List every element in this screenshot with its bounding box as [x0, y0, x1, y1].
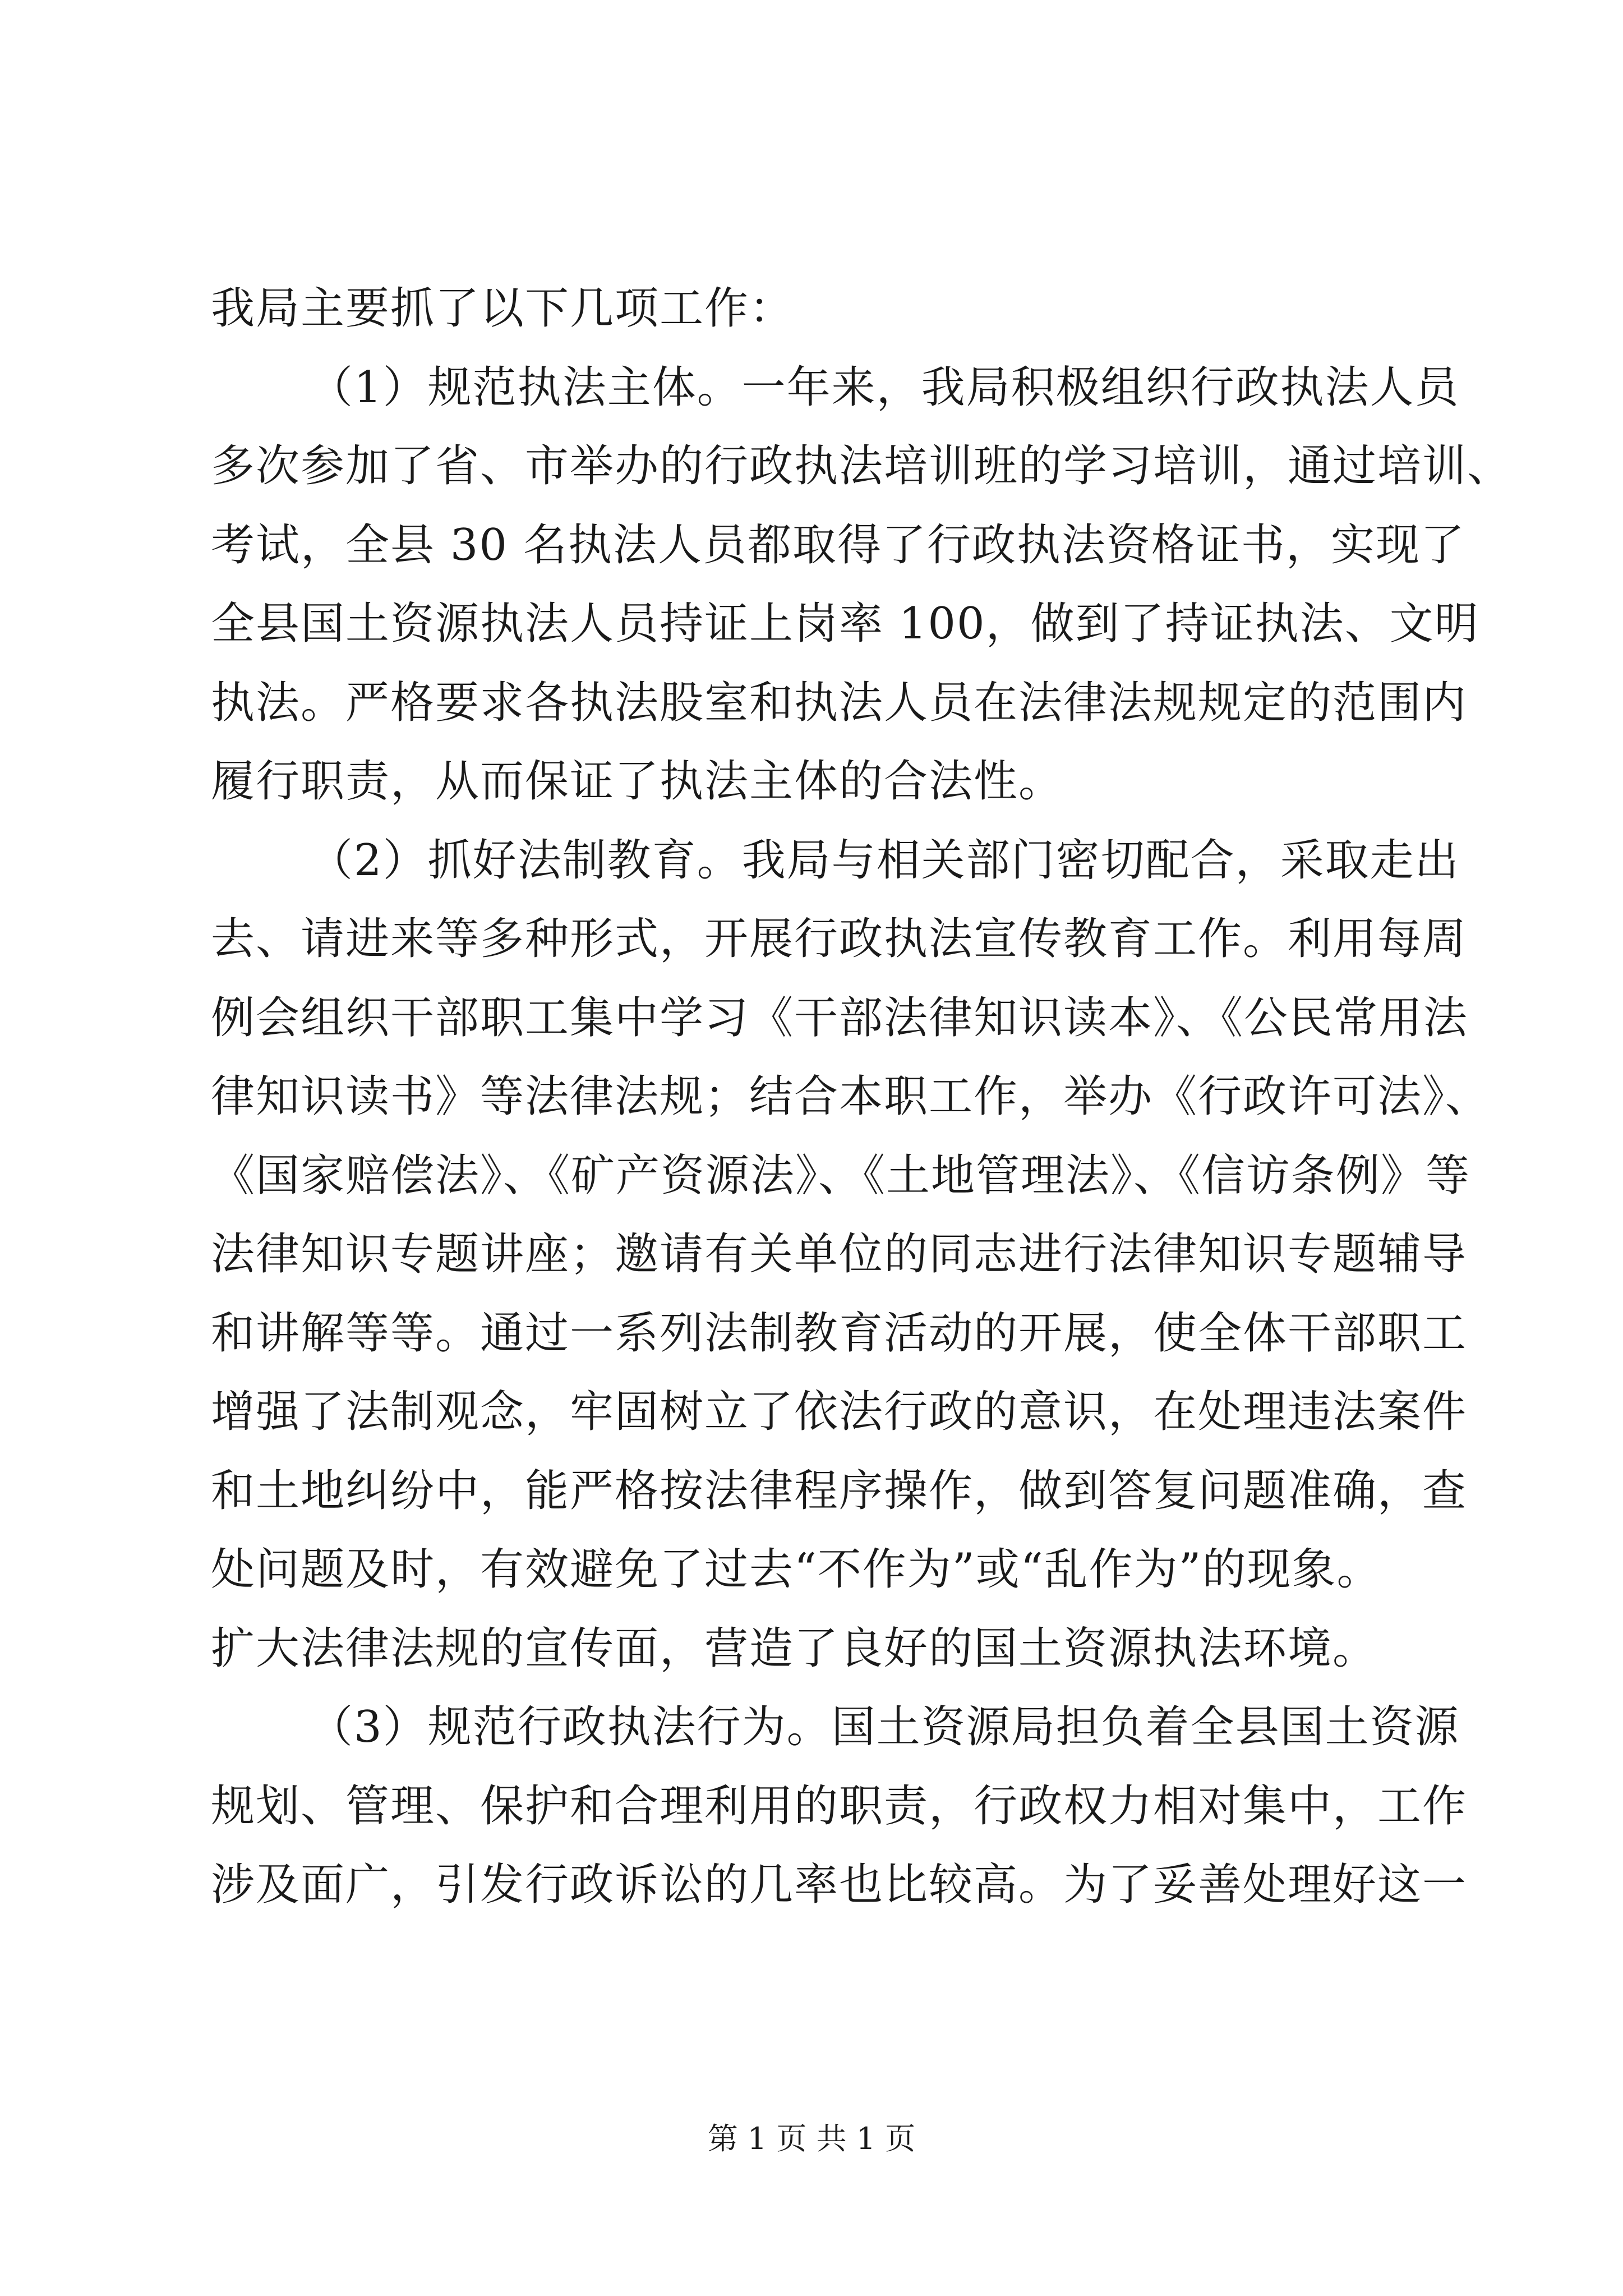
document-body	[211, 269, 1513, 1925]
page-number-label: 第 1 页 共 1 页	[707, 2121, 916, 2156]
text-line-16: 和土地纠纷中，能严格按法律程序操作，做到答复问题准确，查	[211, 1465, 1468, 1516]
text-line-12: 《国家赔偿法》、《矿产资源法》、《土地管理法》、《信访条例》等	[211, 1150, 1471, 1201]
text-line-20: 规划、管理、保护和合理利用的职责，行政权力相对集中，工作	[211, 1780, 1468, 1832]
text-line-18: 扩大法律法规的宣传面，营造了良好的国土资源执法环境。	[211, 1623, 1378, 1674]
page-footer	[0, 2115, 1623, 2158]
text-line-10: 例会组织干部职工集中学习《干部法律知识读本》、《公民常用法	[211, 992, 1469, 1043]
text-line-9: 去、请进来等多种形式，开展行政执法宣传教育工作。利用每周	[211, 914, 1468, 964]
text-line-11: 律知识读书》等法律法规；结合本职工作，举办《行政许可法》、	[211, 1071, 1491, 1122]
text-line-5: 全县国土资源执法人员持证上岗率 100，做到了持证执法、文明	[211, 599, 1479, 649]
text-line-13: 法律知识专题讲座；邀请有关单位的同志进行法律知识专题辅导	[211, 1229, 1468, 1280]
text-line-8: （2）抓好法制教育。我局与相关部门密切配合，采取走出	[309, 835, 1460, 886]
text-line-2: （1）规范执法主体。一年来，我局积极组织行政执法人员	[309, 362, 1460, 413]
text-line-4: 考试，全县 30 名执法人员都取得了行政执法资格证书，实现了	[211, 519, 1465, 570]
text-line-21: 涉及面广，引发行政诉讼的几率也比较高。为了妥善处理好这一	[211, 1860, 1468, 1910]
text-line-1: 我局主要抓了以下几项工作：	[211, 283, 795, 334]
text-line-19: （3）规范行政执法行为。国土资源局担负着全县国土资源	[309, 1702, 1460, 1752]
text-line-7: 履行职责，从而保证了执法主体的合法性。	[211, 756, 1064, 807]
text-line-3: 多次参加了省、市举办的行政执法培训班的学习培训，通过培训、	[211, 441, 1513, 491]
text-line-17: 处问题及时，有效避免了过去“不作为”或“乱作为”的现象。	[211, 1544, 1382, 1595]
text-line-6: 执法。严格要求各执法股室和执法人员在法律法规规定的范围内	[211, 677, 1468, 728]
text-line-14: 和讲解等等。通过一系列法制教育活动的开展，使全体干部职工	[211, 1308, 1468, 1359]
text-line-15: 增强了法制观念，牢固树立了依法行政的意识，在处理违法案件	[211, 1387, 1468, 1437]
